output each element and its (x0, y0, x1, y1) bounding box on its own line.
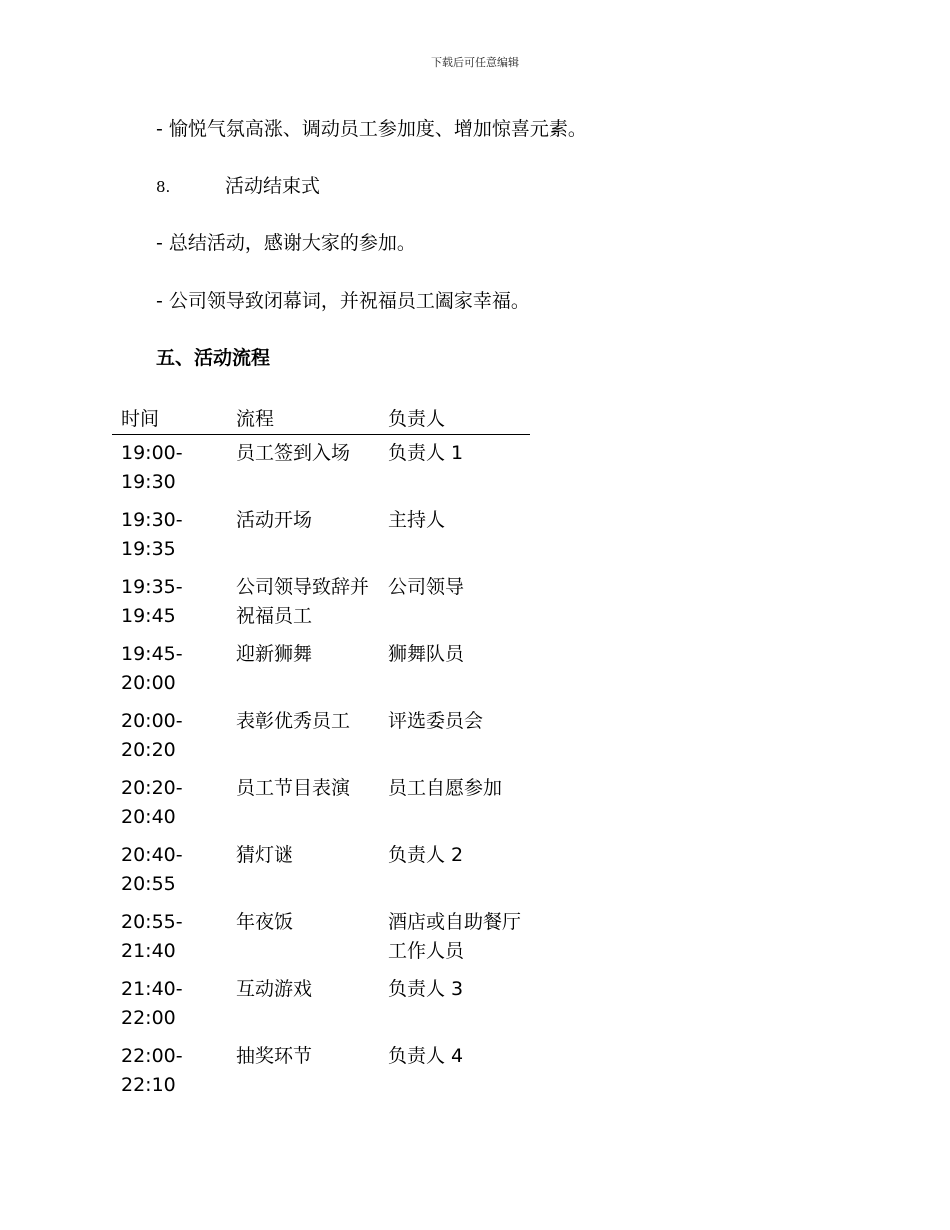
section-title-schedule: 五、活动流程 (156, 347, 271, 369)
owner-cell: 公司领导 (388, 576, 465, 598)
time-cell: 19:35-19:45 (121, 576, 183, 627)
table-row (112, 837, 530, 904)
table-row (112, 1038, 530, 1105)
process-cell: 员工节目表演 (236, 777, 351, 799)
page-header-note: 下载后可任意编辑 (431, 56, 519, 69)
column-header-owner: 负责人 (379, 402, 530, 435)
table-row (112, 435, 530, 503)
bullet-atmosphere: - 愉悦气氛高涨、调动员工参加度、增加惊喜元素。 (156, 118, 587, 140)
process-cell: 抽奖环节 (236, 1045, 313, 1067)
process-cell: 活动开场 (236, 509, 313, 531)
schedule-table (112, 402, 530, 1105)
table-row (112, 636, 530, 703)
table-row (112, 703, 530, 770)
owner-cell: 员工自愿参加 (388, 777, 503, 799)
owner-cell: 负责人 1 (388, 442, 464, 464)
table-row (112, 904, 530, 971)
time-cell: 20:55-21:40 (121, 911, 183, 962)
time-cell: 22:00-22:10 (121, 1045, 183, 1096)
owner-cell: 狮舞队员 (388, 643, 465, 665)
bullet-closing-speech: - 公司领导致闭幕词，并祝福员工阖家幸福。 (156, 290, 530, 312)
column-header-time: 时间 (112, 402, 227, 435)
process-cell: 猜灯谜 (236, 844, 294, 866)
owner-cell: 负责人 2 (388, 844, 464, 866)
table-row (112, 770, 530, 837)
time-cell: 20:00-20:20 (121, 710, 183, 761)
item-number-8: 8. (156, 178, 171, 196)
item-8-title: 活动结束式 (225, 175, 321, 197)
process-cell: 迎新狮舞 (236, 643, 313, 665)
owner-cell: 负责人 3 (388, 978, 464, 1000)
time-cell: 20:20-20:40 (121, 777, 183, 828)
time-cell: 21:40-22:00 (121, 978, 183, 1029)
time-cell: 19:00-19:30 (121, 442, 183, 493)
owner-cell: 评选委员会 (388, 710, 484, 732)
owner-cell: 负责人 4 (388, 1045, 464, 1067)
table-row (112, 569, 530, 636)
owner-cell: 酒店或自助餐厅工作人员 (388, 911, 522, 962)
time-cell: 19:45-20:00 (121, 643, 183, 694)
process-cell: 表彰优秀员工 (236, 710, 351, 732)
table-row (112, 971, 530, 1038)
owner-cell: 主持人 (388, 509, 446, 531)
table-row (112, 502, 530, 569)
time-cell: 20:40-20:55 (121, 844, 183, 895)
process-cell: 年夜饭 (236, 911, 294, 933)
schedule-header-row (112, 402, 530, 435)
bullet-summary: - 总结活动，感谢大家的参加。 (156, 232, 416, 254)
time-cell: 19:30-19:35 (121, 509, 183, 560)
process-cell: 互动游戏 (236, 978, 313, 1000)
process-cell: 员工签到入场 (236, 442, 351, 464)
process-cell: 公司领导致辞并祝福员工 (236, 576, 370, 627)
column-header-process: 流程 (227, 402, 379, 435)
